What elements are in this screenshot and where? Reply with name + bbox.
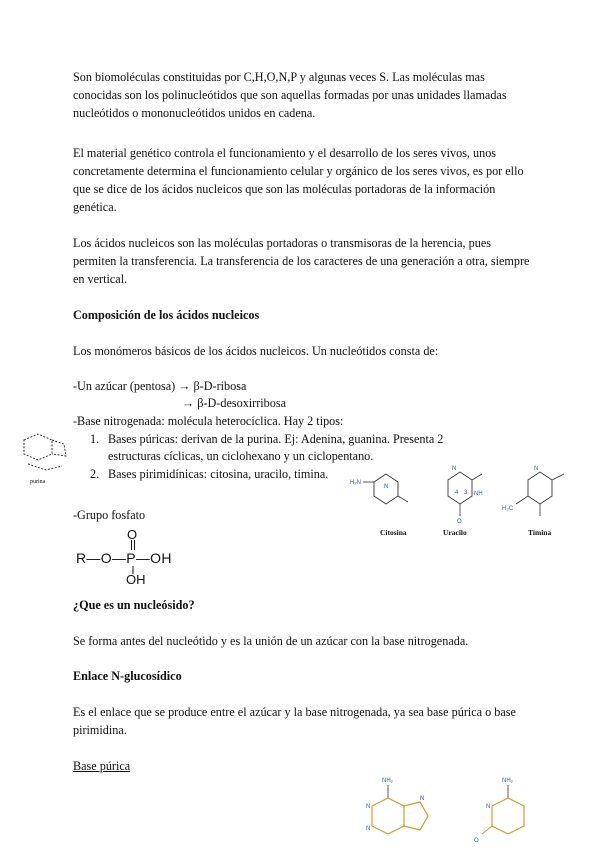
label-thymine-ch3: H₃C [502,506,514,512]
composicion-intro: Los monómeros básicos de los ácidos nucleicos. Un nucleótidos consta de: [73,344,439,358]
label-cytosine-n: N [384,484,389,490]
paragraph-material-genetico: El material genético controla el funcionamiento y el desarrollo de los seres vivos, unos concretamente determina el funcionamiento celular y orgánico de los seres vivos, es por ello que se dice de los ácidos nucleicos que son las moléculas portadoras de la información genética. [73,146,524,214]
label-uracil-nh: NH [474,491,483,497]
label-uracil-o: O [457,519,462,525]
caption-timina: Timina [528,528,552,537]
label-num-3: 3 [464,490,468,496]
base-nitrogenada: -Base nitrogenada: molécula heterocíclica. Hay 2 tipos: [73,414,344,428]
phosphate-bottom-oh: OH [126,572,146,587]
label-num-4: 4 [455,490,459,496]
paragraph-herencia: Los ácidos nucleicos son las moléculas portadoras o transmisoras de la herencia, pues permiten la transferencia. La transferencia de los caracteres de una generación a otra, siempre en vertical. [73,236,530,286]
grupo-fosfato: -Grupo fosfato [73,508,146,522]
cytosine-structure [350,466,420,516]
adenine-structure [358,774,448,848]
label-uracil-n: N [452,466,457,472]
heading-base-purica: Base púrica [73,759,131,773]
heading-enlace: Enlace N-glucosídico [73,669,182,683]
phosphate-main-chain: R—O—P—OH [76,550,172,566]
azucar-desoxirribosa: → β-D-desoxirribosa [182,396,287,410]
list-number-1: 1. [90,432,100,446]
list-number-2: 2. [90,467,100,481]
azucar-ribosa: -Un azúcar (pentosa) → β-D-ribosa [73,379,247,393]
uracil-structure [438,462,498,524]
text-enlace: Es el enlace que se produce entre el azúcar y la base nitrogenada, ya sea base púrica o base pirimidina. [73,705,516,737]
label-thymine-n: N [534,466,539,472]
thymine-structure [502,462,580,524]
guanine-structure [474,774,548,848]
caption-citosina: Citosina [380,528,407,537]
label-adenine-n1: N [366,804,371,810]
heading-composicion: Composición de los ácidos nucleicos [73,308,260,322]
purine-sketch-caption: purina [30,479,46,485]
label-guanine-o: O [474,838,479,844]
label-adenine-n3: N [366,826,371,832]
heading-nucleosido: ¿Que es un nucleósido? [73,598,195,612]
phosphate-top-o: O [127,527,138,542]
text-nucleosido: Se forma antes del nucleótido y es la unión de un azúcar con la base nitrogenada. [73,634,469,648]
item-bases-puricas-cont: estructuras cíclicas, un ciclohexano y un ciclopentano. [108,449,374,463]
item-bases-puricas: Bases púricas: derivan de la purina. Ej: Adenina, guanina. Presenta 2 [108,432,444,446]
label-guanine-nh2: NH₂ [502,778,513,784]
purine-sketch-image [18,430,78,490]
item-bases-pirimidinicas: Bases pirimidínicas: citosina, uracilo, timina. [108,467,329,481]
label-guanine-n: N [486,804,491,810]
label-adenine-nh2: NH₂ [382,778,393,784]
label-adenine-n7: N [420,796,425,802]
paragraph-biomoleculas: Son biomoléculas constituidas por C,H,O,N,P y algunas veces S. Las moléculas mas conocidas son los polinucleótidos que son aquellas formadas por unas unidades llamadas nucleótidos o mononucleótidos unidos en cadena. [73,70,507,120]
caption-uracilo: Uracilo [443,528,467,537]
label-h2n: H₂N [350,480,361,486]
